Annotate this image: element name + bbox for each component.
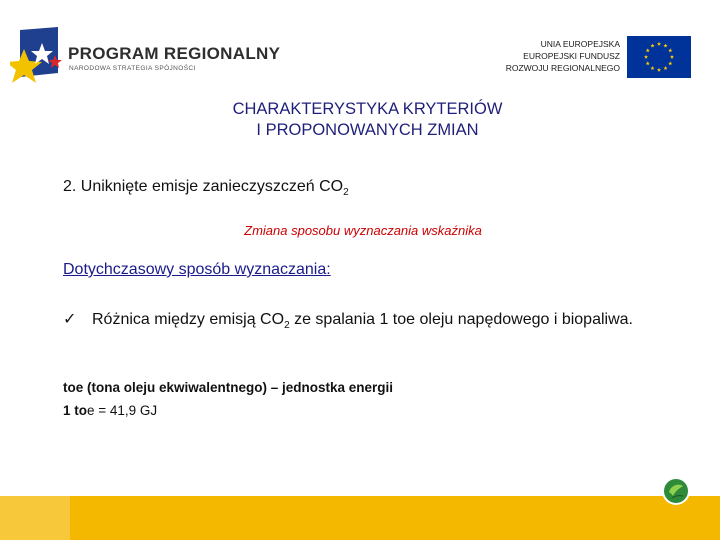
section-title: Dotychczasowy sposób wyznaczania: — [63, 261, 331, 278]
program-title: PROGRAM REGIONALNY — [68, 44, 281, 63]
bullet-item — [63, 308, 693, 338]
program-subtitle: NARODOWA STRATEGIA SPÓJNOŚCI — [69, 65, 196, 72]
eu-fund-label — [506, 38, 620, 74]
page-number-box — [0, 496, 70, 540]
slide-title — [0, 99, 720, 141]
toe-energy-equivalence — [63, 403, 157, 418]
eu-text-line: UNIA EUROPEJSKA — [540, 39, 620, 49]
eu-text-line: ROZWOJU REGIONALNEGO — [505, 63, 620, 73]
co2-subscript: 2 — [284, 320, 290, 332]
page-number: 6 — [31, 480, 39, 494]
slide-title-line: I PROPONOWANYCH ZMIAN — [256, 121, 479, 139]
change-subtitle: Zmiana sposobu wyznaczania wskaźnika — [244, 223, 482, 238]
globe-leaf-icon — [661, 476, 691, 506]
footer-bar — [0, 496, 720, 540]
bullet-text-part: Różnica między emisją CO — [92, 311, 285, 328]
energy-value: e = 41,9 GJ — [87, 403, 158, 418]
eu-text-line: EUROPEJSKI FUNDUSZ — [523, 51, 620, 61]
energy-unit-bold: 1 to — [63, 403, 88, 418]
co2-subscript: 2 — [343, 187, 349, 199]
criterion-heading-text: 2. Uniknięte emisje zanieczyszczeń CO — [63, 178, 344, 195]
slide-title-line: CHARAKTERYSTYKA KRYTERIÓW — [232, 100, 503, 118]
eu-flag-icon — [627, 36, 691, 78]
criterion-heading — [63, 178, 349, 198]
toe-definition: toe (tona oleju ekwiwalentnego) – jednostka energii — [63, 380, 394, 395]
checkmark-icon: ✓ — [63, 311, 77, 328]
bullet-text-part: ze spalania 1 toe oleju napędowego i biopaliwa. — [289, 311, 633, 328]
bullet-text — [92, 308, 693, 338]
star-flag-icon — [10, 27, 62, 83]
